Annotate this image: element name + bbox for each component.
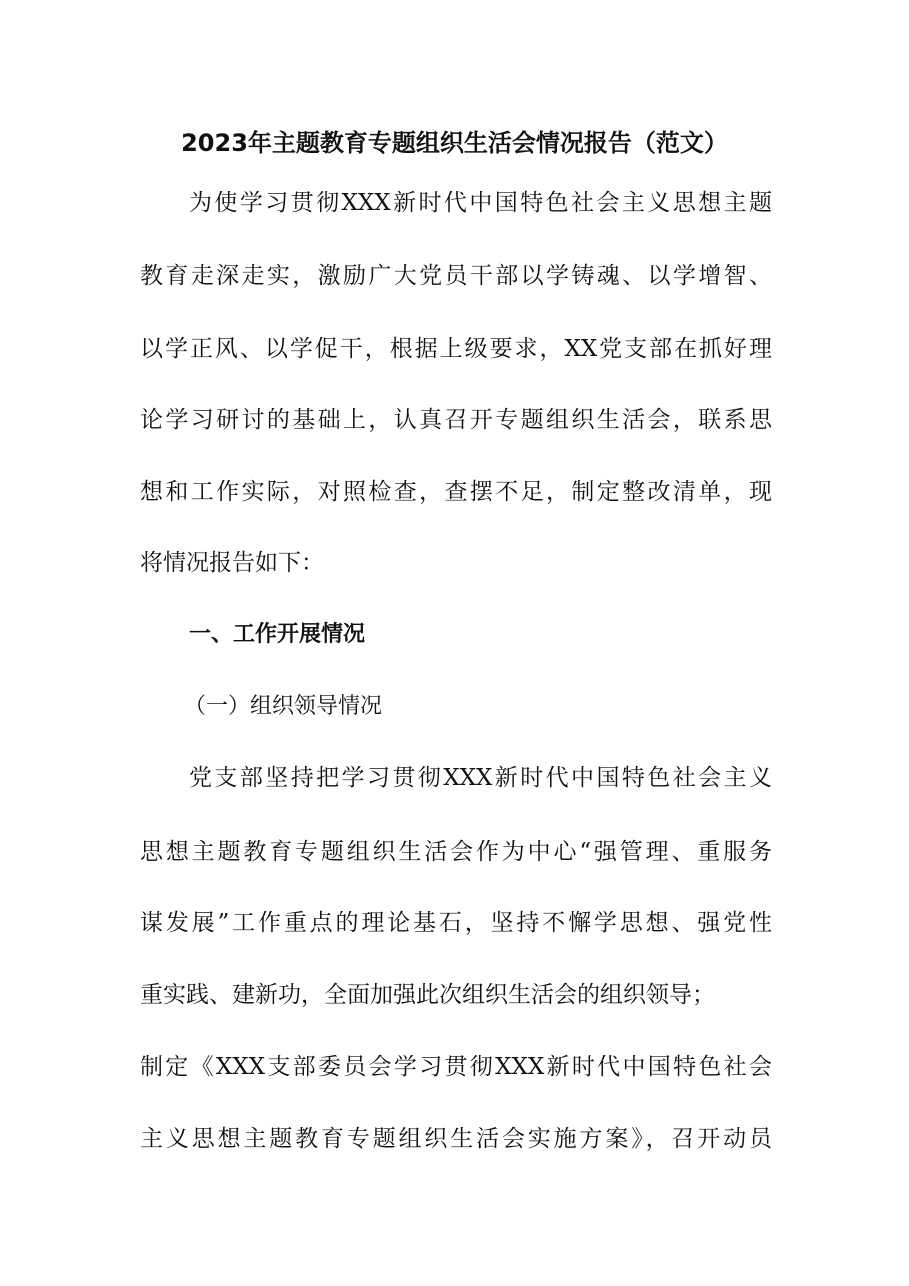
body-line-3: 谋发展”工作重点的理论基石，坚持不懈学思想、强党性 [140,910,772,936]
intro-line-5: 想和工作实际，对照检查，查摆不足，制定整改清单，现 [140,479,772,505]
body-line-4: 重实践、建新功，全面加强此次组织生活会的组织领导； [140,982,715,1008]
body-line-5: 制定《XXX支部委员会学习贯彻XXX新时代中国特色社会 [140,1054,772,1080]
intro-line-4: 论学习研讨的基础上，认真召开专题组织生活会，联系思 [140,407,772,433]
intro-line-6: 将情况报告如下： [140,550,324,576]
intro-line-2: 教育走深走实，激励广大党员干部以学铸魂、以学增智、 [140,263,772,289]
intro-line-1: 为使学习贯彻XXX新时代中国特色社会主义思想主题 [189,190,772,216]
section-heading-1: 一、工作开展情况 [189,622,366,647]
body-line-6: 主义思想主题教育专题组织生活会实施方案》，召开动员 [140,1126,772,1152]
document-title: 2023年主题教育专题组织生活会情况报告（范文） [181,129,728,157]
subsection-heading-1: （一）组织领导情况 [184,694,383,719]
intro-line-3: 以学正风、以学促干，根据上级要求，XX党支部在抓好理 [140,336,772,362]
body-line-2: 思想主题教育专题组织生活会作为中心“强管理、重服务 [140,839,772,865]
body-line-1: 党支部坚持把学习贯彻XXX新时代中国特色社会主义 [189,765,772,791]
